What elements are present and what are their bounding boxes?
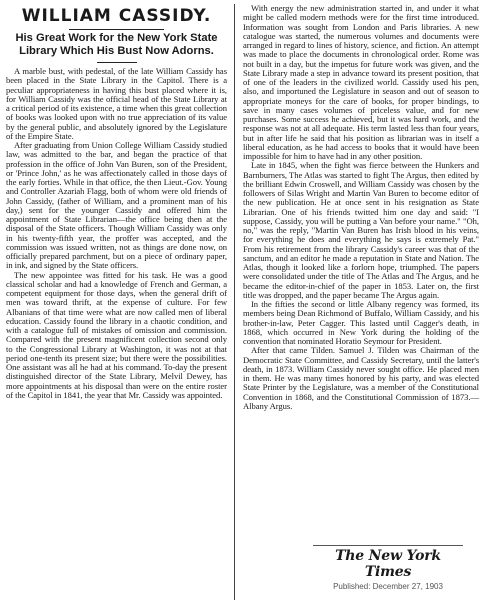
article-paragraph: A marble bust, with pedestal, of the late William Cassidy has been placed in the State Library in the Capitol. There is a peculiar appropriateness in having this bust placed where it is, for William Cassidy was the official head of the State Library at a critical period of its existence, a time when this great collection of books was looked upon with no true appreciation of its value by the general public, and absolutely ignored by the Legislature of the Empire State. [6,66,227,141]
subhead-rule [97,62,137,63]
publication-date: Published: December 27, 1903 [333,582,443,591]
right-column [243,4,479,600]
article-headline: WILLIAM CASSIDY. [21,6,212,26]
headline-rule [69,29,164,30]
left-column [6,4,235,600]
source-credit [313,545,463,591]
article-subheadline: His Great Work for the New York State Library Which His Bust Now Adorns. [15,32,218,57]
article-paragraph: After graduating from Union College William Cassidy studied law, was admitted to the bar, and began the practice of that profession in the office of John Van Buren, son of the President, or 'Prince John,' as he was affectionately called in those days of the early forties. While in that office, the then Lieut.-Gov. Young and Controller Azariah Flagg, both of whom were old friends of John Cassidy, (father of William, and a prominent man of his day,) sent for the younger Cassidy and offered him the appointment of State Librarian—the office being then at the disposal of the State officers. Though William Cassidy was only in his twenty-fifth year, the proffer was accepted, and the commission was issued written, not as things are done now, on officially prepared parchment, but on a piece of ordinary paper, in ink, and signed by the State officers. [6,140,227,271]
article-paragraph: After that came Tilden. Samuel J. Tilden was Chairman of the Democratic State Committee, and Cassidy Secretary, until the latter's death, in 1873. William Cassidy never sought office. He placed men in them. He was many times honored by his party, and was elected State Printer by the Legislature, was a member of the Constitutional Convention in 1868, and the Constitutional Commission of 1873.—Albany Argus. [243,345,479,411]
newspaper-masthead: The New York Times [313,545,463,580]
article-paragraph: With energy the new administration started in, and under it what might be called modern methods were for the first time introduced. Information was sought from London and Paris libraries. A new catalogue was started, the numerous volumes and documents were arranged in regard to lines of history, science, and fiction. An attempt was made to place the documents in chronological order. Rome was not built in a day, but the impetus for future work was given, and the State Library made a step in advance toward its present position, that of one of the leaders in the civilized world. Cassidy used his pen, also, and importuned the Legislature in season and out of season to appropriate moneys for the care of books, for proper bindings, to save in many cases volumes of priceless value, and for new purchases. Some success he achieved, but it was hard work, and the response was not at all adequate. His term lasted less than four years, but in after life he said that his position as librarian was in itself a liberal education, as he had access to books that it would have been impossible for him to have had in any other position. [243,3,479,161]
article-paragraph: In the fifties the second or little Albany regency was formed, its members being Dean Richmond of Buffalo, William Cassidy, and his brother-in-law, Peter Cagger. This lasted until Cagger's death, in 1868, which occurred in New York during the holding of the convention that nominated Horatio Seymour for President. [243,299,479,346]
article-paragraph: Late in 1845, when the fight was fierce between the Hunkers and Barnburners, The Atlas was started to fight The Argus, then edited by the brilliant Edwin Croswell, and William Cassidy was chosen by the followers of Silas Wright and Martin Van Buren to become editor of the new publication. He at once sent in his resignation as State Librarian. One of his friends twitted him one day and said: "I suppose, Cassidy, you will be putting a Van before your name." "Oh, no," was the reply, "Martin Van Buren has Irish blood in his veins, for everything he does and everything he says is extremely Pat." From his retirement from the library Cassidy's career was that of the sanctum, and an editor he made a reputation in State and Nation. The Atlas, though it looked like a forlorn hope, triumphed. The papers were consolidated under the title of The Atlas and The Argus, and he became the editor-in-chief of the paper in 1853. Later on, the first title was dropped, and the paper became The Argus again. [243,160,479,300]
article-paragraph: The new appointee was fitted for his task. He was a good classical scholar and had a knowledge of French and German, a competent equipment for those days, when the general drift of men was toward thrift, at the expense of culture. For few Albanians of that time were what are now called men of liberal education. Cassidy found the library in a chaotic condition, and with a catalogue full of mistakes of omission and commission. Compared with the present magnificent collection second only to the Congressional Library at Washington, it was not at that period one-tenth its present size; but there were the possibilities. One assistant was all he had at his command. To-day the present distinguished director of the State Library, Melvil Dewey, has more appointments at his disposal than were on the entire roster of the Capitol in 1841, the year that Mr. Cassidy was appointed. [6,269,227,400]
